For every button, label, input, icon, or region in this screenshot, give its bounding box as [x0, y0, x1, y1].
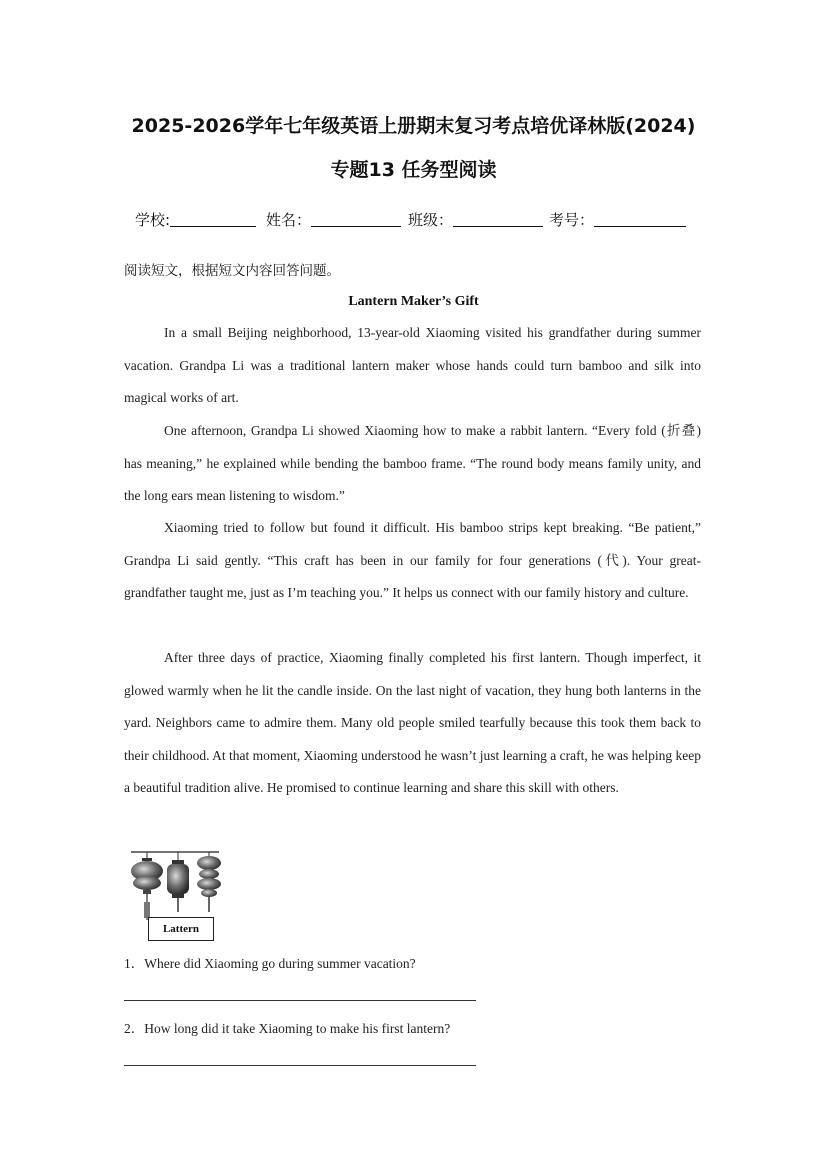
class-label: 班级： — [408, 211, 454, 229]
name-field — [266, 209, 401, 230]
passage-paragraph: In a small Beijing neighborhood, 13-year-old Xiaoming visited his grandfather during summer vacation. Grandpa Li was a traditional lantern maker whose hands could turn bamboo and silk into magical works of art. — [124, 325, 701, 405]
passage-paragraph: Xiaoming tried to follow but found it difficult. His bamboo strips kept breaking. “Be patient,” Grandpa Li said gently. “This craft has been in our family for four generations (代). Your great-grandfather taught me, just as I’m teaching you.” It helps us connect with our family history and culture. — [124, 520, 701, 600]
question-2: 2．How long did it take Xiaoming to make his first lantern? — [124, 1021, 451, 1036]
instructions: 阅读短文，根据短文内容回答问题。 — [124, 263, 340, 279]
lantern-label: Lattern — [148, 917, 214, 941]
school-blank[interactable] — [170, 211, 256, 227]
class-blank[interactable] — [453, 211, 543, 227]
exam-number-blank[interactable] — [594, 211, 686, 227]
answer-line-1[interactable] — [124, 1000, 476, 1001]
passage-title: Lantern Maker’s Gift — [348, 294, 479, 309]
exam-number-field — [549, 209, 686, 230]
name-blank[interactable] — [311, 211, 401, 227]
document-subtitle: 专题13 任务型阅读 — [330, 159, 497, 181]
class-field — [408, 209, 543, 230]
name-label: 姓名： — [266, 211, 312, 229]
exam-number-label: 考号： — [549, 211, 595, 229]
student-info-row — [135, 209, 695, 231]
passage-paragraph: One afternoon, Grandpa Li showed Xiaoming how to make a rabbit lantern. “Every fold (折叠) has meaning,” he explained while bending the bamboo frame. “The round body means family unity, and the long ears mean listening to wisdom.” — [124, 423, 701, 503]
answer-line-2[interactable] — [124, 1065, 476, 1066]
question-1: 1．Where did Xiaoming go during summer vacation? — [124, 956, 416, 971]
document-title: 2025-2026学年七年级英语上册期末复习考点培优译林版(2024) — [131, 115, 696, 137]
school-field — [135, 209, 256, 230]
school-label: 学校: — [135, 211, 171, 229]
passage-paragraph: After three days of practice, Xiaoming finally completed his first lantern. Though imperfect, it glowed warmly when he lit the candle inside. On the last night of vacation, they hung both lanterns in the yard. Neighbors came to admire them. Many old people smiled tearfully because this took them back to their childhood. At that moment, Xiaoming understood he wasn’t just learning a craft, he was helping keep a beautiful tradition alive. He promised to continue learning and share this skill with others. — [124, 650, 701, 795]
